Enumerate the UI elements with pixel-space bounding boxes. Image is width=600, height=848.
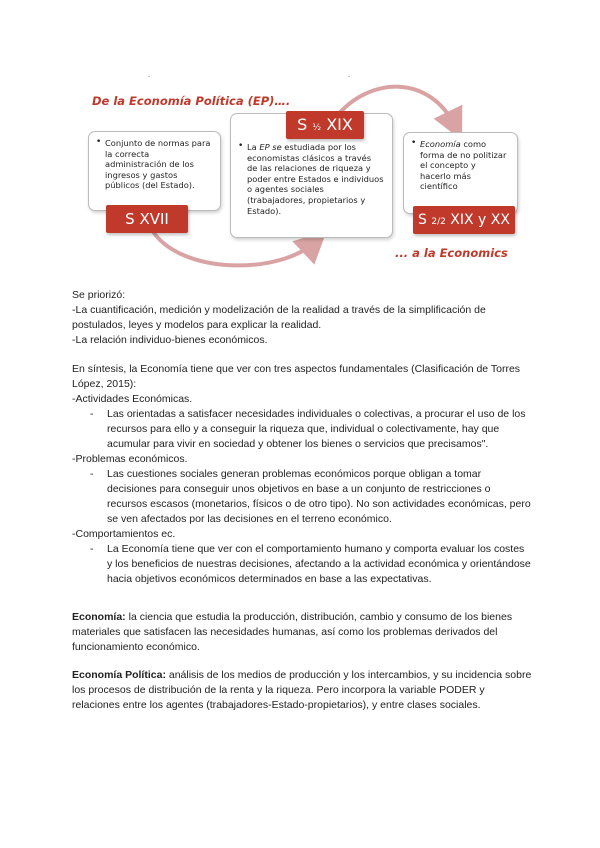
label2-tail: XIX	[326, 115, 353, 134]
aspect-2-body: - Las cuestiones sociales generan problemas económicos porque obligan a tomar decisiones para conseguir unos objetivos en base a un conjunto de restricciones o recursos escasos (monetarios, físicos o de otro tipo). No son actividades económicas, pero se ven afectados por las decisiones en el terreno económico.	[72, 467, 532, 527]
label2-main: S	[297, 115, 308, 134]
diagram-title: De la Economía Política (EP)….	[92, 94, 291, 108]
box2-text-em: EP se	[259, 142, 282, 152]
box3-text-post: como forma de no politizar el concepto y hacerlo más científico	[420, 139, 507, 192]
priorizo-line-1: -La cuantificación, medición y modelización de la realidad a través de la simplificación de postulados, leyes y modelos para explicar la realidad.	[72, 304, 486, 331]
definition-ep-term: Economía Política:	[72, 669, 166, 681]
definition-economia-term: Economía:	[72, 611, 126, 623]
aspect-3-heading: -Comportamientos ec.	[72, 528, 176, 540]
box-economics	[403, 132, 518, 214]
diagram-dot: .	[348, 70, 351, 79]
label-s-xvii: S XVII	[106, 205, 188, 233]
aspect-3-body: - La Economía tiene que ver con el comportamiento humano y comporta evaluar los costes y los beneficios de nuestras decisiones, afectando a la actividad económica y orientándose hacia objetivos económicos determinados en base a las expectativas.	[72, 542, 532, 587]
ep-evolution-diagram	[70, 60, 530, 275]
aspect-1-body: - Las orientadas a satisfacer necesidades individuales o colectivas, a procurar el uso de los recursos para ello y a conseguir la riqueza que, individual o colectivamente, hay que acumular para vivir en sociedad y obtener los bienes o servicios que precisamos".	[72, 407, 532, 452]
label3-tail: XIX y XX	[450, 212, 510, 228]
box2-text-pre: La	[247, 142, 260, 152]
definition-economia-politica	[72, 668, 532, 713]
aspect-1-heading: -Actividades Económicas.	[72, 393, 193, 405]
box3-text-em: Economía	[420, 139, 461, 149]
box-s-xvii-text: Conjunto de normas para la correcta administración de los ingresos y gastos públicos (del Estado).	[105, 138, 211, 191]
diagram-dot: .	[148, 70, 151, 79]
aspect-2-heading: -Problemas económicos.	[72, 453, 188, 465]
sintesis-intro: En síntesis, la Economía tiene que ver con tres aspectos fundamentales (Clasificación de Torres López, 2015):	[72, 363, 521, 390]
priorizo-intro: Se priorizó:	[72, 289, 126, 301]
label3-frac: 2/2	[431, 217, 446, 227]
definition-economia	[72, 610, 532, 655]
label2-frac: ½	[312, 123, 322, 133]
section-sintesis	[72, 362, 532, 587]
label3-main: S	[418, 212, 427, 228]
definition-ep-body: análisis de los medios de producción y los intercambios, y su incidencia sobre los procesos de distribución de la renta y la riqueza. Pero incorpora la variable PODER y relaciones entre los agentes (trabajadores-Estado-propietarios), y entre clases sociales.	[72, 669, 532, 711]
priorizo-line-2: -La relación individuo-bienes económicos.	[72, 334, 268, 346]
label-s-half-xix	[286, 111, 364, 139]
box-s-xvii	[88, 131, 221, 211]
section-priorizo	[72, 288, 532, 348]
label-s-xix-xx	[413, 206, 515, 234]
definition-economia-body: la ciencia que estudia la producción, distribución, cambio y consumo de los bienes materiales que satisfacen las necesidades humanas, así como los problemas derivados del funcionamiento económico.	[72, 611, 513, 653]
diagram-footer: ... a la Economics	[395, 246, 508, 260]
box2-text-post: estudiada por los economistas clásicos a través de las relaciones de riqueza y poder entre Estados e individuos o agentes sociales (trabajadores, propietarios y Estado).	[247, 142, 384, 216]
